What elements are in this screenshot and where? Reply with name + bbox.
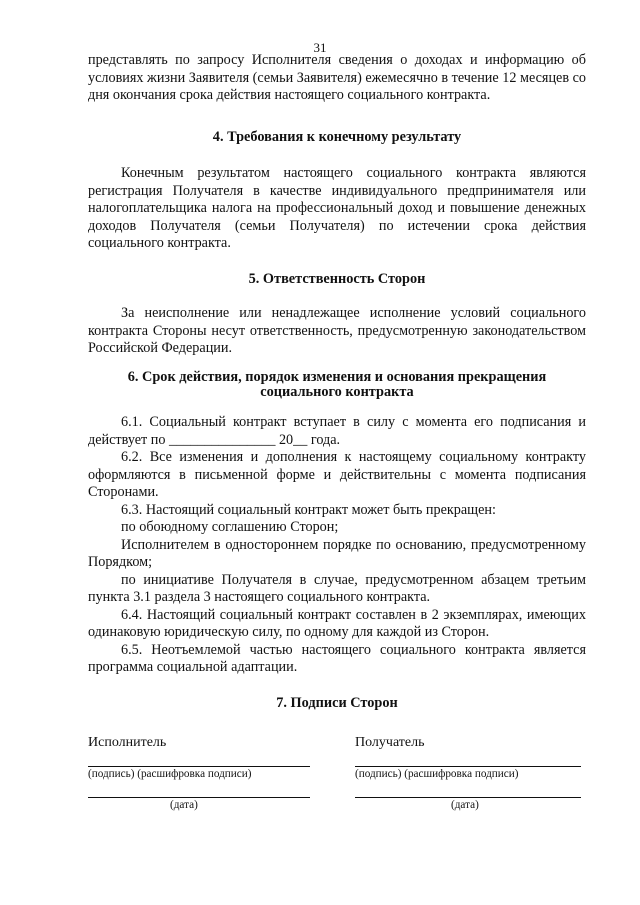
clause-6-1: 6.1. Социальный контракт вступает в силу с момента его подписания и действует по _______________ 20__ года. [88, 414, 586, 448]
recipient-signature-line [355, 766, 581, 767]
section-7-heading: 7. Подписи Сторон [276, 695, 398, 711]
executor-signature-line [88, 766, 310, 767]
section-6-heading-line-1: 6. Срок действия, порядок изменения и основания прекращения [127, 369, 547, 385]
clause-6-4: 6.4. Настоящий социальный контракт составлен в 2 экземплярах, имеющих одинаковую юридическую силу, по одному для каждой из Сторон. [88, 606, 586, 640]
clause-6-2: 6.2. Все изменения и дополнения к настоящему социальному контракту оформляются в письменной форме и действительны с момента подписания Сторонами. [88, 449, 586, 500]
executor-date-caption: (дата) [170, 799, 198, 811]
clause-6-3-item-2: Исполнителем в одностороннем порядке по основанию, предусмотренному Порядком; [88, 536, 586, 570]
section-6-body [88, 414, 586, 677]
recipient-date-line [355, 797, 581, 798]
executor-label: Исполнитель [88, 735, 167, 750]
executor-signature-caption: (подпись) (расшифровка подписи) [88, 768, 252, 780]
clause-6-3-item-1: по обоюдному соглашению Сторон; [121, 519, 339, 535]
clause-6-3: 6.3. Настоящий социальный контракт может быть прекращен: [121, 501, 496, 518]
section-5-text: За неисполнение или ненадлежащее исполнение условий социального контракта Стороны несут ответственность, предусмотренную законодательством Российской Федерации. [88, 305, 586, 356]
clause-6-5: 6.5. Неотъемлемой частью настоящего социального контракта является программа социальной адаптации. [88, 641, 586, 675]
section-6-heading [88, 370, 586, 400]
executor-date-line [88, 797, 310, 798]
section-5-heading: 5. Ответственность Сторон [248, 271, 426, 287]
section-6-heading-line-2: социального контракта [260, 384, 414, 400]
recipient-label: Получатель [355, 735, 425, 750]
clause-6-3-item-3: по инициативе Получателя в случае, предусмотренном абзацем третьим пункта 3.1 раздела 3 настоящего социального контракта. [88, 571, 586, 605]
recipient-signature-caption: (подпись) (расшифровка подписи) [355, 768, 519, 780]
intro-paragraph: представлять по запросу Исполнителя сведения о доходах и информацию об условиях жизни Заявителя (семьи Заявителя) ежемесячно в течение 12 месяцев со дня окончания срока действия настоящего социального контракта. [88, 52, 586, 103]
page-number: 31 [313, 40, 327, 55]
section-4-text: Конечным результатом настоящего социального контракта являются регистрация Получателя в качестве индивидуального предпринимателя или налогоплательщика налога на профессиональный доход и повышение денежных доходов Получателя (семьи Получателя) по истечении срока действия социального контракта. [88, 165, 586, 251]
recipient-date-caption: (дата) [451, 799, 479, 811]
section-4-heading: 4. Требования к конечному результату [212, 129, 462, 145]
